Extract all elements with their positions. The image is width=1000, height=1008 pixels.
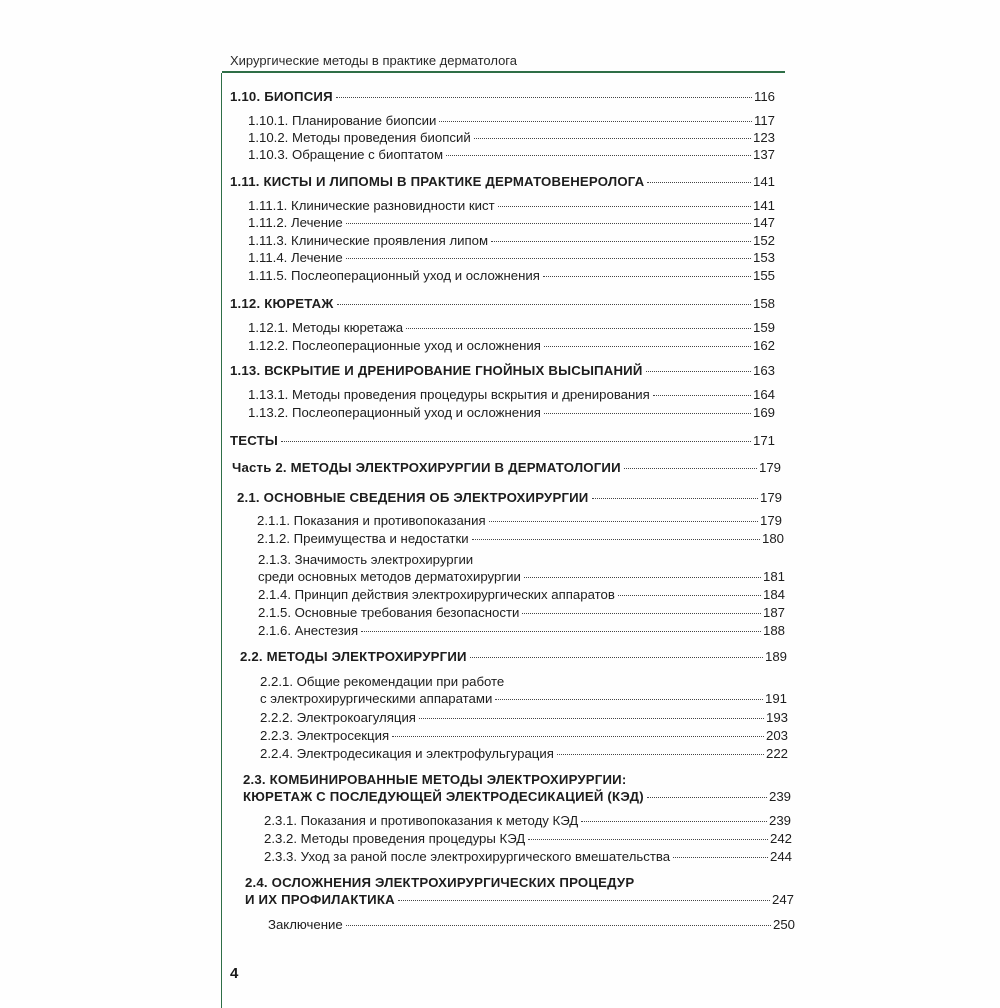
toc-entry-2-3: КЮРЕТАЖ С ПОСЛЕДУЮЩЕЙ ЭЛЕКТРОДЕСИКАЦИЕЙ (КЭД) 239: [243, 789, 791, 804]
toc-entry-1-10-3: 1.10.3. Обращение с биоптатом 137: [248, 147, 775, 162]
toc-entry-2-2-1: с электрохирургическими аппаратами 191: [260, 691, 787, 706]
toc-entry-1-11-3: 1.11.3. Клинические проявления липом 152: [248, 233, 775, 248]
toc-entry-1-11-2: 1.11.2. Лечение 147: [248, 215, 775, 230]
toc-entry-1-12-2: 1.12.2. Послеоперационные уход и осложнения 162: [248, 338, 775, 353]
toc-entry-1-11-5: 1.11.5. Послеоперационный уход и осложнения 155: [248, 268, 775, 283]
toc-entry-2-1-3-line1: 2.1.3. Значимость электрохирургии: [258, 552, 474, 567]
toc-entry-part-2: Часть 2. МЕТОДЫ ЭЛЕКТРОХИРУРГИИ В ДЕРМАТОЛОГИИ 179: [232, 460, 781, 475]
running-head: Хирургические методы в практике дерматолога: [230, 53, 517, 68]
toc-entry-2-4-line1: 2.4. ОСЛОЖНЕНИЯ ЭЛЕКТРОХИРУРГИЧЕСКИХ ПРОЦЕДУР: [245, 875, 635, 890]
toc-entry-1-11: 1.11. КИСТЫ И ЛИПОМЫ В ПРАКТИКЕ ДЕРМАТОВЕНЕРОЛОГА 141: [230, 174, 775, 189]
toc-entry-2-3-line1: 2.3. КОМБИНИРОВАННЫЕ МЕТОДЫ ЭЛЕКТРОХИРУРГИИ:: [243, 772, 627, 787]
toc-entry-2-3-1: 2.3.1. Показания и противопоказания к методу КЭД 239: [264, 813, 791, 828]
toc-entry-1-12-1: 1.12.1. Методы кюретажа 159: [248, 320, 775, 335]
toc-entry-1-10-2: 1.10.2. Методы проведения биопсий 123: [248, 130, 775, 145]
toc-entry-2-1-1: 2.1.1. Показания и противопоказания 179: [257, 513, 782, 528]
toc-entry-2-2-4: 2.2.4. Электродесикация и электрофульгурация 222: [260, 746, 788, 761]
toc-entry-2-4: И ИХ ПРОФИЛАКТИКА 247: [245, 892, 794, 907]
toc-entry-1-13-2: 1.13.2. Послеоперационный уход и осложнения 169: [248, 405, 775, 420]
toc-entry-conclusion: Заключение 250: [268, 917, 795, 932]
toc-entry-2-1-6: 2.1.6. Анестезия 188: [258, 623, 785, 638]
toc-entry-2-1-3: среди основных методов дерматохирургии 181: [258, 569, 785, 584]
toc-entry-2-3-3: 2.3.3. Уход за раной после электрохирургического вмешательства 244: [264, 849, 792, 864]
toc-entry-2-1-4: 2.1.4. Принцип действия электрохирургических аппаратов 184: [258, 587, 785, 602]
toc-entry-2-1-5: 2.1.5. Основные требования безопасности 187: [258, 605, 785, 620]
toc-entry-2-1: 2.1. ОСНОВНЫЕ СВЕДЕНИЯ ОБ ЭЛЕКТРОХИРУРГИИ 179: [237, 490, 782, 505]
toc-entry-2-2-2: 2.2.2. Электрокоагуляция 193: [260, 710, 788, 725]
toc-entry-1-10: 1.10. БИОПСИЯ 116: [230, 89, 775, 104]
toc-entry-2-3-2: 2.3.2. Методы проведения процедуры КЭД 242: [264, 831, 792, 846]
page-number: 4: [230, 965, 239, 982]
toc-entry-1-13: 1.13. ВСКРЫТИЕ И ДРЕНИРОВАНИЕ ГНОЙНЫХ ВЫСЫПАНИЙ 163: [230, 363, 775, 378]
toc-entry-2-2-3: 2.2.3. Электросекция 203: [260, 728, 788, 743]
toc-entry-2-1-2: 2.1.2. Преимущества и недостатки 180: [257, 531, 784, 546]
toc-entry-1-11-1: 1.11.1. Клинические разновидности кист 141: [248, 198, 775, 213]
toc-entry-1-13-1: 1.13.1. Методы проведения процедуры вскрытия и дренирования 164: [248, 387, 775, 402]
toc-entry-2-2-1-line1: 2.2.1. Общие рекомендации при работе: [260, 674, 505, 689]
toc-entry-tests: ТЕСТЫ 171: [230, 433, 775, 448]
toc-entry-1-11-4: 1.11.4. Лечение 153: [248, 250, 775, 265]
toc-entry-1-10-1: 1.10.1. Планирование биопсии 117: [248, 113, 775, 128]
toc-entry-2-2: 2.2. МЕТОДЫ ЭЛЕКТРОХИРУРГИИ 189: [240, 649, 787, 664]
toc-entry-1-12: 1.12. КЮРЕТАЖ 158: [230, 296, 775, 311]
